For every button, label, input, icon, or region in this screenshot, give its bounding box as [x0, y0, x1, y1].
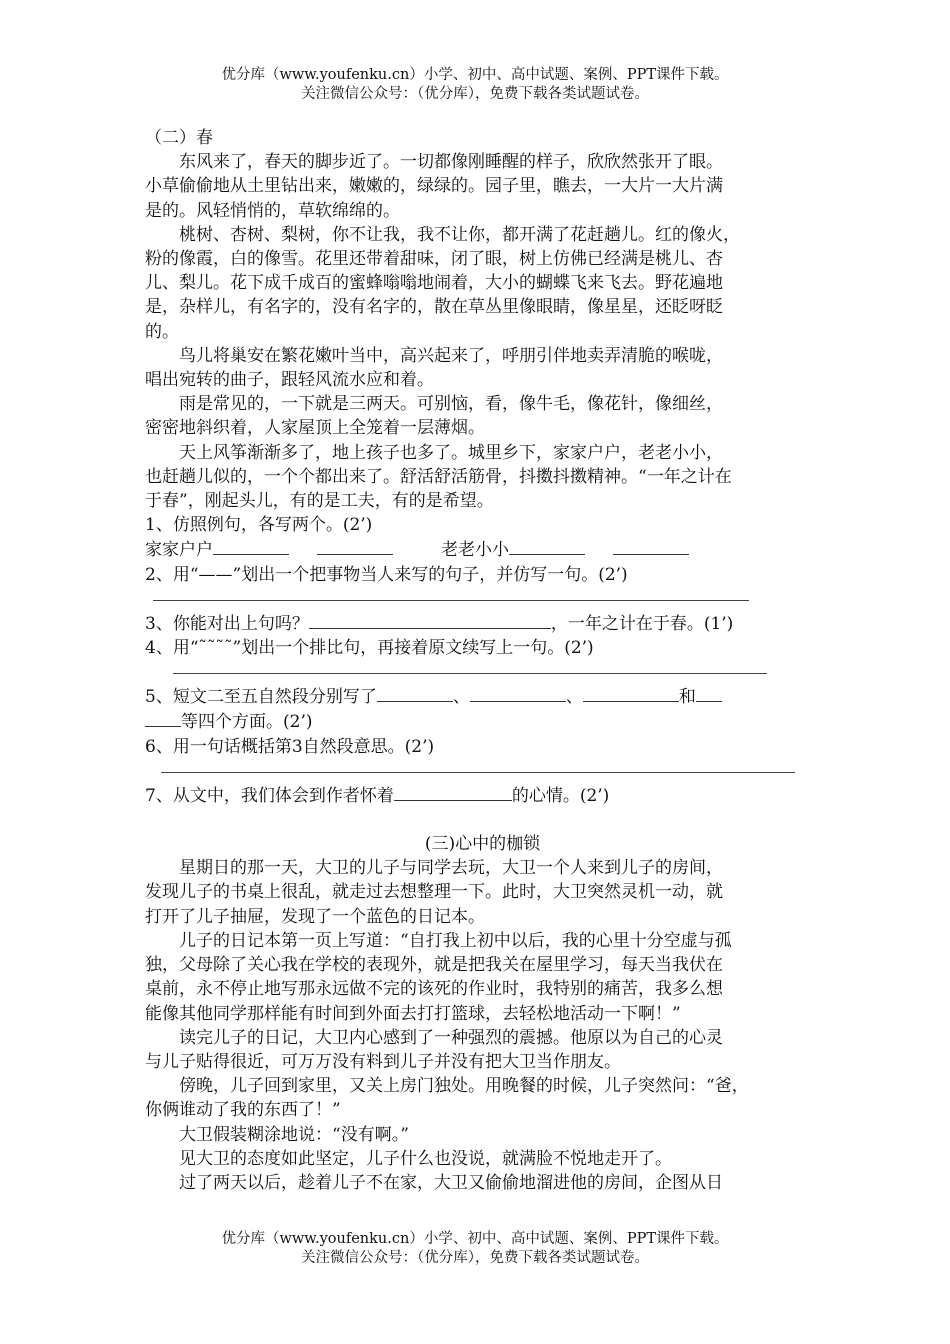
- s3-p4-l1: 傍晚，儿子回到家里，又关上房门独处。用晚餐的时候，儿子突然问：“爸，: [179, 1076, 749, 1097]
- header-line-1: 优分库（www.youfenku.cn）小学、初中、高中试题、案例、PPT课件下载。: [221, 67, 729, 83]
- question-1: 1、仿照例句，各写两个。(2’): [145, 515, 373, 536]
- s3-p6-l1: 见大卫的态度如此坚定，儿子什么也没说，就满脸不悦地走开了。: [179, 1148, 672, 1169]
- q1-example-b: 老老小小: [441, 540, 509, 561]
- q5-blank-4-cont[interactable]: [145, 709, 181, 727]
- q3-blank[interactable]: [309, 611, 551, 629]
- page-footer: [0, 1230, 950, 1268]
- s3-p2-l4: 能像其他同学那样能有时间到外面去打打篮球，去轻松地活动一下啊！”: [145, 1003, 681, 1024]
- q1-blank-2[interactable]: [317, 537, 393, 555]
- question-5: 5、短文二至五自然段分别写了 、 、 和: [145, 684, 820, 709]
- s2-p5-l1: 天上风筝渐渐多了，地上孩子也多了。城里乡下，家家户户，老老小小，: [179, 442, 723, 463]
- s2-p3-l1: 鸟儿将巢安在繁花嫩叶当中，高兴起来了，呼朋引伴地卖弄清脆的喉咙，: [179, 345, 723, 366]
- question-3: 3、你能对出上句吗？ ，一年之计在于春。(1’): [145, 611, 820, 636]
- q5-blank-1[interactable]: [377, 684, 453, 702]
- q1-blank-4[interactable]: [613, 537, 689, 555]
- footer-line-1: 优分库（www.youfenku.cn）小学、初中、高中试题、案例、PPT课件下载。: [221, 1231, 729, 1247]
- q5-blank-3[interactable]: [583, 684, 679, 702]
- s2-p2-l4: 是，杂样儿，有名字的，没有名字的，散在草丛里像眼睛，像星星，还眨呀眨: [145, 297, 723, 318]
- q4-answer-line[interactable]: [145, 660, 820, 684]
- s2-p1-l1: 东风来了，春天的脚步近了。一切都像刚睡醒的样子，欣欣然张开了眼。: [179, 152, 723, 173]
- s3-p4-l2: 你俩谁动了我的东西了！”: [145, 1100, 341, 1121]
- header-line-2: 关注微信公众号：（优分库），免费下载各类试题试卷。: [301, 86, 649, 102]
- q1-blank-3[interactable]: [509, 537, 585, 555]
- s3-p3-l1: 读完儿子的日记，大卫内心感到了一种强烈的震撼。他原以为自己的心灵: [179, 1027, 723, 1048]
- s2-p2-l1: 桃树、杏树、梨树，你不让我，我不让你，都开满了花赶趟儿。红的像火，: [179, 224, 740, 245]
- q7-blank[interactable]: [394, 783, 512, 801]
- s2-p4-l2: 密密地斜织着，人家屋顶上全笼着一层薄烟。: [145, 418, 485, 439]
- s3-p1-l3: 打开了儿子抽屉，发现了一个蓝色的日记本。: [145, 906, 485, 927]
- s2-p1-l2: 小草偷偷地从土里钻出来，嫩嫩的，绿绿的。园子里，瞧去，一大片一大片满: [145, 176, 723, 197]
- s2-p5-l3: 于春”，刚起头儿，有的是工夫，有的是希望。: [145, 491, 494, 512]
- question-1-answers: [145, 537, 820, 562]
- page-header: [0, 66, 950, 104]
- s3-p2-l3: 桌前，永不停止地写那永远做不完的该死的作业时，我特别的痛苦，我多么想: [145, 979, 723, 1000]
- s2-p5-l2: 也赶趟儿似的，一个个都出来了。舒活舒活筋骨，抖擞抖擞精神。“一年之计在: [145, 466, 732, 487]
- s3-p7-l1: 过了两天以后，趁着儿子不在家，大卫又偷偷地溜进他的房间，企图从日: [179, 1172, 723, 1193]
- s2-p4-l1: 雨是常见的，一下就是三两天。可别恼，看，像牛毛，像花针，像细丝，: [179, 394, 723, 415]
- s2-p2-l5: 的。: [145, 321, 179, 342]
- document-body: [145, 126, 820, 1195]
- s2-p1-l3: 是的。风轻悄悄的，草软绵绵的。: [145, 200, 400, 221]
- q1-example-a: 家家户户: [145, 540, 213, 561]
- section-3-title: (三)心中的枷锁: [424, 834, 541, 855]
- s3-p5-l1: 大卫假装糊涂地说：“没有啊。”: [179, 1124, 409, 1145]
- s2-p3-l2: 唱出宛转的曲子，跟轻风流水应和着。: [145, 370, 434, 391]
- q1-blank-1[interactable]: [213, 537, 289, 555]
- footer-line-2: 关注微信公众号：（优分库），免费下载各类试题试卷。: [301, 1250, 649, 1266]
- q2-answer-line[interactable]: [145, 587, 820, 611]
- q5-blank-2[interactable]: [470, 684, 566, 702]
- s3-p2-l2: 独，父母除了关心我在学校的表现外，就是把我关在屋里学习，每天当我伏在: [145, 955, 723, 976]
- section-2-title: （二）春: [145, 128, 213, 148]
- q6-answer-line[interactable]: [145, 759, 820, 783]
- s3-p1-l1: 星期日的那一天，大卫的儿子与同学去玩，大卫一个人来到儿子的房间，: [179, 858, 723, 879]
- s2-p2-l2: 粉的像霞，白的像雪。花里还带着甜味，闭了眼，树上仿佛已经满是桃儿、杏: [145, 249, 723, 270]
- s2-p2-l3: 儿、梨儿。花下成千成百的蜜蜂嗡嗡地闹着，大小的蝴蝶飞来飞去。野花遍地: [145, 273, 723, 294]
- s3-p3-l2: 与儿子贴得很近，可万万没有料到儿子并没有把大卫当作朋友。: [145, 1051, 621, 1072]
- question-7: 7、从文中，我们体会到作者怀着 的心情。(2’): [145, 783, 820, 808]
- question-5-cont: 等四个方面。(2’): [145, 709, 820, 734]
- q5-blank-4[interactable]: [696, 684, 722, 702]
- s3-p2-l1: 儿子的日记本第一页上写道：“自打我上初中以后，我的心里十分空虚与孤: [179, 930, 732, 951]
- question-2: 2、用“——”划出一个把事物当人来写的句子，并仿写一句。(2’): [145, 564, 628, 585]
- question-4: 4、用“˜˜˜˜”划出一个排比句，再接着原文续写上一句。(2’): [145, 638, 594, 659]
- question-6: 6、用一句话概括第3自然段意思。(2’): [145, 736, 435, 757]
- s3-p1-l2: 发现儿子的书桌上很乱，就走过去想整理一下。此时，大卫突然灵机一动，就: [145, 882, 723, 903]
